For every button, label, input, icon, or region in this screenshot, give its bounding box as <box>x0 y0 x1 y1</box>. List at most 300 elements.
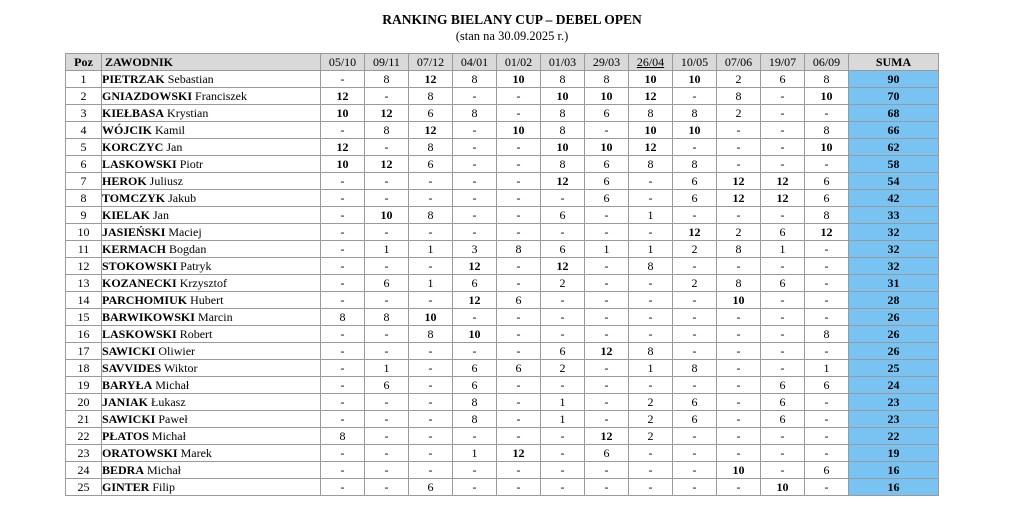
score-cell: - <box>497 88 541 105</box>
header-date-label: 06/09 <box>812 55 841 69</box>
header-date <box>541 54 585 71</box>
score-cell: 10 <box>365 207 409 224</box>
score-cell: 12 <box>717 173 761 190</box>
score-cell: - <box>321 360 365 377</box>
score-cell: - <box>497 411 541 428</box>
player-surname: PIETRZAK <box>102 72 165 86</box>
player-surname: GNIAZDOWSKI <box>102 89 193 103</box>
score-cell: 12 <box>409 122 453 139</box>
score-cell: 6 <box>805 190 849 207</box>
score-cell: - <box>453 479 497 496</box>
score-cell: - <box>409 411 453 428</box>
score-cell: - <box>453 428 497 445</box>
score-cell: 1 <box>629 207 673 224</box>
score-cell: 10 <box>673 122 717 139</box>
score-cell: 8 <box>453 411 497 428</box>
score-cell: 8 <box>541 105 585 122</box>
score-cell: - <box>365 292 409 309</box>
score-cell: - <box>585 224 629 241</box>
row-position: 8 <box>66 190 102 207</box>
score-cell: 12 <box>497 445 541 462</box>
score-cell: - <box>321 190 365 207</box>
header-date <box>585 54 629 71</box>
score-cell: - <box>805 309 849 326</box>
score-cell: - <box>365 173 409 190</box>
player-first-name: Jan <box>166 140 183 154</box>
score-cell: 8 <box>805 71 849 88</box>
score-cell: - <box>761 156 805 173</box>
player-first-name: Piotr <box>179 157 204 171</box>
score-cell: 8 <box>409 139 453 156</box>
score-cell: 8 <box>409 207 453 224</box>
header-date-label: 26/04 <box>636 55 665 69</box>
row-position: 25 <box>66 479 102 496</box>
sum-cell: 90 <box>849 71 939 88</box>
player-name <box>102 207 321 224</box>
score-cell: 6 <box>453 275 497 292</box>
score-cell: - <box>409 343 453 360</box>
player-surname: KORCZYC <box>102 140 164 154</box>
player-name <box>102 190 321 207</box>
score-cell: 6 <box>585 445 629 462</box>
score-cell: - <box>541 309 585 326</box>
player-first-name: Oliwier <box>158 344 196 358</box>
sum-cell: 16 <box>849 479 939 496</box>
player-surname: LASKOWSKI <box>102 157 177 171</box>
player-name <box>102 105 321 122</box>
score-cell: - <box>409 445 453 462</box>
score-cell: 6 <box>673 190 717 207</box>
score-cell: 10 <box>409 309 453 326</box>
score-cell: - <box>717 445 761 462</box>
row-position: 22 <box>66 428 102 445</box>
score-cell: - <box>761 462 805 479</box>
score-cell: 8 <box>629 258 673 275</box>
sum-cell: 26 <box>849 343 939 360</box>
score-cell: 6 <box>409 479 453 496</box>
header-date-label: 07/12 <box>416 55 445 69</box>
score-cell: - <box>497 309 541 326</box>
score-cell: 1 <box>409 275 453 292</box>
score-cell: - <box>673 462 717 479</box>
score-cell: 8 <box>365 71 409 88</box>
score-cell: - <box>629 445 673 462</box>
score-cell: - <box>761 309 805 326</box>
sum-cell: 54 <box>849 173 939 190</box>
score-cell: 2 <box>541 360 585 377</box>
score-cell: - <box>585 207 629 224</box>
header-date <box>673 54 717 71</box>
score-cell: 8 <box>585 71 629 88</box>
player-surname: PARCHOMIUK <box>102 293 188 307</box>
score-cell: 12 <box>629 139 673 156</box>
player-name <box>102 326 321 343</box>
score-cell: 1 <box>365 360 409 377</box>
score-cell: 8 <box>541 71 585 88</box>
score-cell: - <box>321 411 365 428</box>
score-cell: - <box>453 207 497 224</box>
table-row <box>66 445 939 462</box>
score-cell: - <box>673 343 717 360</box>
table-row <box>66 479 939 496</box>
score-cell: - <box>409 377 453 394</box>
header-date <box>717 54 761 71</box>
row-position: 13 <box>66 275 102 292</box>
score-cell: 6 <box>761 224 805 241</box>
player-surname: PŁATOS <box>102 429 149 443</box>
score-cell: - <box>629 224 673 241</box>
score-cell: 8 <box>629 343 673 360</box>
player-name <box>102 241 321 258</box>
score-cell: - <box>321 343 365 360</box>
score-cell: - <box>365 88 409 105</box>
row-position: 1 <box>66 71 102 88</box>
score-cell: - <box>717 428 761 445</box>
score-cell: - <box>629 292 673 309</box>
score-cell: - <box>629 309 673 326</box>
header-date <box>761 54 805 71</box>
player-surname: KOZANECKI <box>102 276 177 290</box>
player-first-name: Michał <box>147 463 182 477</box>
score-cell: - <box>409 292 453 309</box>
table-row <box>66 207 939 224</box>
score-cell: 3 <box>453 241 497 258</box>
score-cell: 12 <box>541 173 585 190</box>
score-cell: 6 <box>805 377 849 394</box>
score-cell: - <box>321 122 365 139</box>
header-date <box>365 54 409 71</box>
score-cell: - <box>629 275 673 292</box>
row-position: 9 <box>66 207 102 224</box>
player-first-name: Juliusz <box>149 174 184 188</box>
score-cell: 8 <box>805 122 849 139</box>
score-cell: 10 <box>585 88 629 105</box>
sum-cell: 32 <box>849 241 939 258</box>
header-date-label: 01/03 <box>548 55 577 69</box>
score-cell: - <box>717 309 761 326</box>
player-name <box>102 139 321 156</box>
score-cell: 8 <box>365 309 409 326</box>
score-cell: 6 <box>453 360 497 377</box>
sum-cell: 58 <box>849 156 939 173</box>
sum-cell: 31 <box>849 275 939 292</box>
score-cell: - <box>321 241 365 258</box>
score-cell: 12 <box>805 224 849 241</box>
score-cell: 8 <box>321 428 365 445</box>
score-cell: - <box>717 122 761 139</box>
row-position: 5 <box>66 139 102 156</box>
score-cell: - <box>365 190 409 207</box>
player-surname: SAWICKI <box>102 344 156 358</box>
player-surname: BARWIKOWSKI <box>102 310 195 324</box>
score-cell: - <box>585 122 629 139</box>
score-cell: 8 <box>541 122 585 139</box>
score-cell: - <box>717 156 761 173</box>
player-name <box>102 173 321 190</box>
score-cell: - <box>541 224 585 241</box>
row-position: 3 <box>66 105 102 122</box>
score-cell: 6 <box>761 394 805 411</box>
row-position: 15 <box>66 309 102 326</box>
score-cell: - <box>585 326 629 343</box>
table-row <box>66 241 939 258</box>
score-cell: 8 <box>673 156 717 173</box>
score-cell: - <box>541 377 585 394</box>
score-cell: - <box>497 394 541 411</box>
score-cell: 8 <box>453 394 497 411</box>
score-cell: - <box>585 275 629 292</box>
score-cell: 12 <box>629 88 673 105</box>
score-cell: 6 <box>585 190 629 207</box>
score-cell: 10 <box>717 292 761 309</box>
player-first-name: Franciszek <box>195 89 248 103</box>
header-date-label: 10/05 <box>680 55 709 69</box>
player-first-name: Patryk <box>180 259 212 273</box>
score-cell: 1 <box>541 394 585 411</box>
score-cell: - <box>585 309 629 326</box>
row-position: 7 <box>66 173 102 190</box>
score-cell: - <box>673 292 717 309</box>
score-cell: 1 <box>629 241 673 258</box>
table-row <box>66 428 939 445</box>
player-surname: JASIEŃSKI <box>102 225 166 239</box>
table-row <box>66 377 939 394</box>
score-cell: 6 <box>365 377 409 394</box>
player-surname: LASKOWSKI <box>102 327 177 341</box>
score-cell: 6 <box>673 394 717 411</box>
score-cell: - <box>761 428 805 445</box>
player-first-name: Krystian <box>167 106 209 120</box>
player-name <box>102 71 321 88</box>
score-cell: 8 <box>717 88 761 105</box>
score-cell: 6 <box>805 173 849 190</box>
score-cell: 8 <box>717 241 761 258</box>
score-cell: - <box>805 258 849 275</box>
table-row <box>66 309 939 326</box>
score-cell: - <box>761 343 805 360</box>
score-cell: 8 <box>805 207 849 224</box>
player-name <box>102 428 321 445</box>
player-first-name: Paweł <box>158 412 188 426</box>
score-cell: - <box>321 224 365 241</box>
player-first-name: Maciej <box>168 225 202 239</box>
page-subtitle: (stan na 30.09.2025 r.) <box>455 29 569 43</box>
table-row <box>66 88 939 105</box>
score-cell: - <box>585 258 629 275</box>
score-cell: - <box>453 462 497 479</box>
player-name <box>102 479 321 496</box>
score-cell: - <box>453 156 497 173</box>
score-cell: 8 <box>673 360 717 377</box>
score-cell: - <box>541 462 585 479</box>
score-cell: - <box>585 394 629 411</box>
ranking-table <box>65 53 939 496</box>
score-cell: 6 <box>497 292 541 309</box>
score-cell: - <box>673 139 717 156</box>
score-cell: 1 <box>541 411 585 428</box>
row-position: 6 <box>66 156 102 173</box>
score-cell: - <box>453 122 497 139</box>
row-position: 21 <box>66 411 102 428</box>
score-cell: - <box>805 105 849 122</box>
sum-cell: 24 <box>849 377 939 394</box>
score-cell: 2 <box>541 275 585 292</box>
score-cell: - <box>717 207 761 224</box>
header-date-label: 04/01 <box>460 55 489 69</box>
score-cell: - <box>717 479 761 496</box>
player-first-name: Wiktor <box>163 361 198 375</box>
score-cell: - <box>497 173 541 190</box>
table-row <box>66 71 939 88</box>
score-cell: - <box>365 479 409 496</box>
header-zawodnik: ZAWODNIK <box>102 54 321 71</box>
score-cell: - <box>321 275 365 292</box>
score-cell: 8 <box>497 241 541 258</box>
player-first-name: Kamil <box>155 123 186 137</box>
score-cell: 2 <box>717 224 761 241</box>
score-cell: 6 <box>541 207 585 224</box>
score-cell: - <box>805 292 849 309</box>
header-date <box>321 54 365 71</box>
score-cell: - <box>365 224 409 241</box>
table-row <box>66 224 939 241</box>
score-cell: 6 <box>409 105 453 122</box>
score-cell: 2 <box>673 241 717 258</box>
score-cell: - <box>365 428 409 445</box>
player-name <box>102 411 321 428</box>
score-cell: - <box>541 428 585 445</box>
row-position: 11 <box>66 241 102 258</box>
table-row <box>66 394 939 411</box>
table-row <box>66 173 939 190</box>
score-cell: - <box>365 394 409 411</box>
score-cell: - <box>409 258 453 275</box>
row-position: 19 <box>66 377 102 394</box>
row-position: 24 <box>66 462 102 479</box>
header-date <box>409 54 453 71</box>
score-cell: 10 <box>805 139 849 156</box>
score-cell: - <box>585 479 629 496</box>
row-position: 4 <box>66 122 102 139</box>
table-header-row <box>66 54 939 71</box>
score-cell: 12 <box>453 292 497 309</box>
score-cell: - <box>321 462 365 479</box>
score-cell: 6 <box>409 156 453 173</box>
score-cell: 6 <box>761 377 805 394</box>
score-cell: 10 <box>321 105 365 122</box>
score-cell: 8 <box>409 88 453 105</box>
score-cell: 8 <box>541 156 585 173</box>
score-cell: - <box>673 428 717 445</box>
sum-cell: 26 <box>849 309 939 326</box>
score-cell: 1 <box>453 445 497 462</box>
player-surname: BEDRA <box>102 463 145 477</box>
score-cell: 12 <box>365 105 409 122</box>
player-name <box>102 360 321 377</box>
score-cell: - <box>673 88 717 105</box>
score-cell: - <box>805 241 849 258</box>
score-cell: 8 <box>365 122 409 139</box>
player-first-name: Sebastian <box>167 72 214 86</box>
score-cell: - <box>629 326 673 343</box>
score-cell: - <box>453 139 497 156</box>
header-date-label: 07/06 <box>724 55 753 69</box>
score-cell: 10 <box>541 88 585 105</box>
score-cell: - <box>497 326 541 343</box>
score-cell: 1 <box>409 241 453 258</box>
score-cell: - <box>497 224 541 241</box>
score-cell: - <box>629 479 673 496</box>
score-cell: - <box>409 462 453 479</box>
table-row <box>66 326 939 343</box>
player-first-name: Bogdan <box>169 242 207 256</box>
row-position: 10 <box>66 224 102 241</box>
header-date <box>453 54 497 71</box>
score-cell: - <box>673 309 717 326</box>
player-name <box>102 394 321 411</box>
score-cell: - <box>497 343 541 360</box>
header-date-label: 09/11 <box>373 55 400 69</box>
sum-cell: 70 <box>849 88 939 105</box>
sum-cell: 66 <box>849 122 939 139</box>
player-first-name: Marek <box>180 446 212 460</box>
score-cell: 10 <box>717 462 761 479</box>
score-cell: - <box>321 207 365 224</box>
score-cell: 6 <box>761 411 805 428</box>
table-row <box>66 105 939 122</box>
sum-cell: 32 <box>849 258 939 275</box>
player-surname: WÓJCIK <box>102 123 153 137</box>
player-name <box>102 275 321 292</box>
row-position: 18 <box>66 360 102 377</box>
score-cell: - <box>453 173 497 190</box>
score-cell: 6 <box>761 71 805 88</box>
score-cell: - <box>453 88 497 105</box>
header-poz: Poz <box>66 54 102 71</box>
score-cell: 6 <box>805 462 849 479</box>
player-name <box>102 462 321 479</box>
score-cell: 1 <box>585 241 629 258</box>
table-row <box>66 462 939 479</box>
table-row <box>66 122 939 139</box>
table-row <box>66 360 939 377</box>
score-cell: - <box>541 326 585 343</box>
score-cell: - <box>585 411 629 428</box>
score-cell: 12 <box>453 258 497 275</box>
player-surname: JANIAK <box>102 395 149 409</box>
score-cell: - <box>585 292 629 309</box>
sum-cell: 28 <box>849 292 939 309</box>
row-position: 20 <box>66 394 102 411</box>
player-first-name: Hubert <box>190 293 224 307</box>
score-cell: - <box>629 377 673 394</box>
score-cell: - <box>805 394 849 411</box>
table-row <box>66 139 939 156</box>
score-cell: 2 <box>717 71 761 88</box>
page-title: RANKING BIELANY CUP – DEBEL OPEN <box>382 12 642 27</box>
score-cell: - <box>365 326 409 343</box>
score-cell: - <box>497 207 541 224</box>
score-cell: - <box>761 122 805 139</box>
table-row <box>66 258 939 275</box>
player-surname: KIELAK <box>102 208 151 222</box>
score-cell: - <box>321 258 365 275</box>
player-surname: GINTER <box>102 480 150 494</box>
score-cell: - <box>497 275 541 292</box>
score-cell: - <box>717 377 761 394</box>
score-cell: 6 <box>585 156 629 173</box>
table-row <box>66 292 939 309</box>
